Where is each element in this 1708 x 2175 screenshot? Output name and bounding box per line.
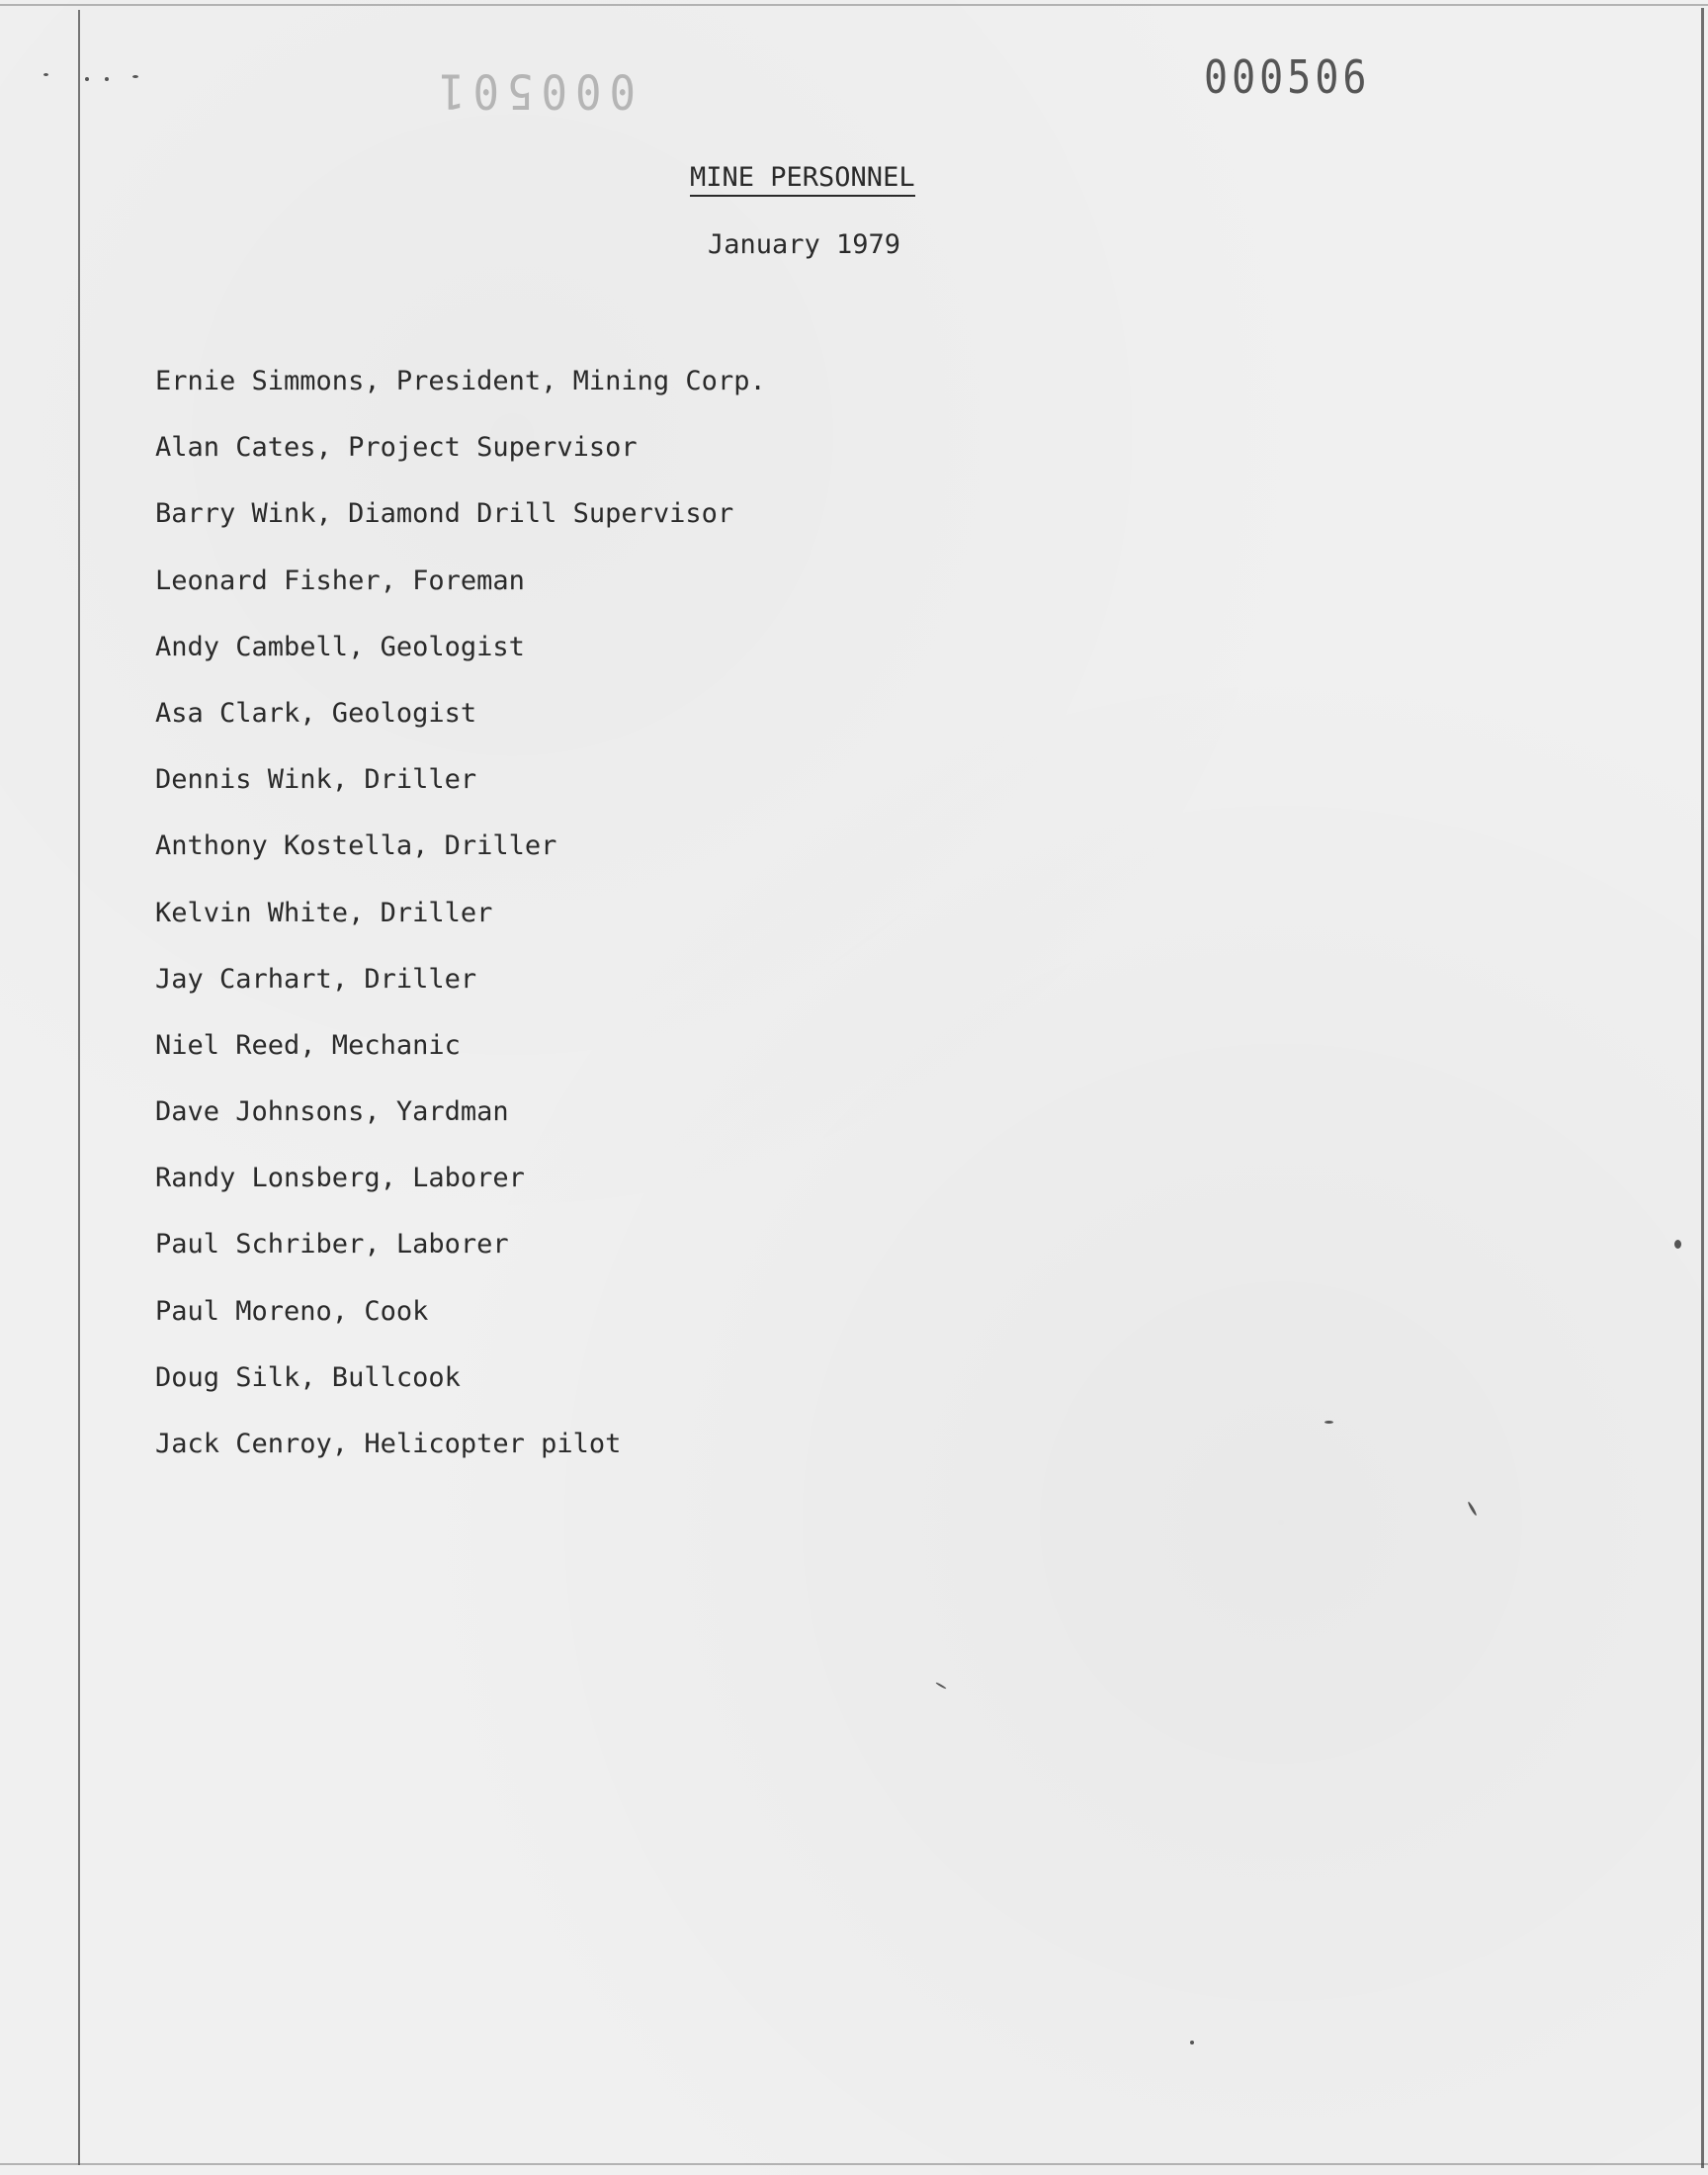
personnel-entry: Randy Lonsberg, Laborer [155,1163,525,1194]
personnel-list [155,366,766,1495]
personnel-entry: Asa Clark, Geologist [155,697,477,729]
personnel-entry: Leonard Fisher, Foreman [155,565,525,596]
personnel-entry: Niel Reed, Mechanic [155,1029,461,1061]
scan-edge-left [78,10,80,2165]
personnel-entry: Alan Cates, Project Supervisor [155,432,638,464]
personnel-entry: Anthony Kostella, Driller [155,830,557,862]
scan-speck [1467,1501,1478,1516]
scan-edge-right [1701,8,1704,2168]
document-number-stamp: 000506 [1204,51,1371,105]
scan-edge-bottom [0,2163,1708,2165]
scan-edge-top [0,4,1708,6]
scan-speck [935,1682,946,1690]
personnel-entry: Jay Carhart, Driller [155,963,477,995]
personnel-entry: Jack Cenroy, Helicopter pilot [155,1429,622,1459]
scan-speck [1324,1421,1333,1424]
scan-speck [1190,2041,1194,2044]
scan-speck [43,73,48,76]
personnel-entry: Andy Cambell, Geologist [155,631,525,662]
personnel-entry: Ernie Simmons, President, Mining Corp. [155,366,766,396]
scan-speck [105,77,109,81]
scan-speck [85,77,89,81]
personnel-entry: Barry Wink, Diamond Drill Supervisor [155,498,734,530]
faint-bleedthrough-number: 000501 [431,62,636,119]
personnel-entry: Paul Moreno, Cook [155,1295,429,1327]
personnel-entry: Kelvin White, Driller [155,897,493,928]
personnel-entry: Paul Schriber, Laborer [155,1229,509,1261]
scan-speck [132,75,138,78]
personnel-entry: Doug Silk, Bullcook [155,1361,461,1393]
scan-speck [1674,1240,1681,1249]
page-title: MINE PERSONNEL [690,162,915,197]
page-date: January 1979 [708,229,901,260]
personnel-entry: Dave Johnsons, Yardman [155,1096,509,1128]
personnel-entry: Dennis Wink, Driller [155,764,477,796]
